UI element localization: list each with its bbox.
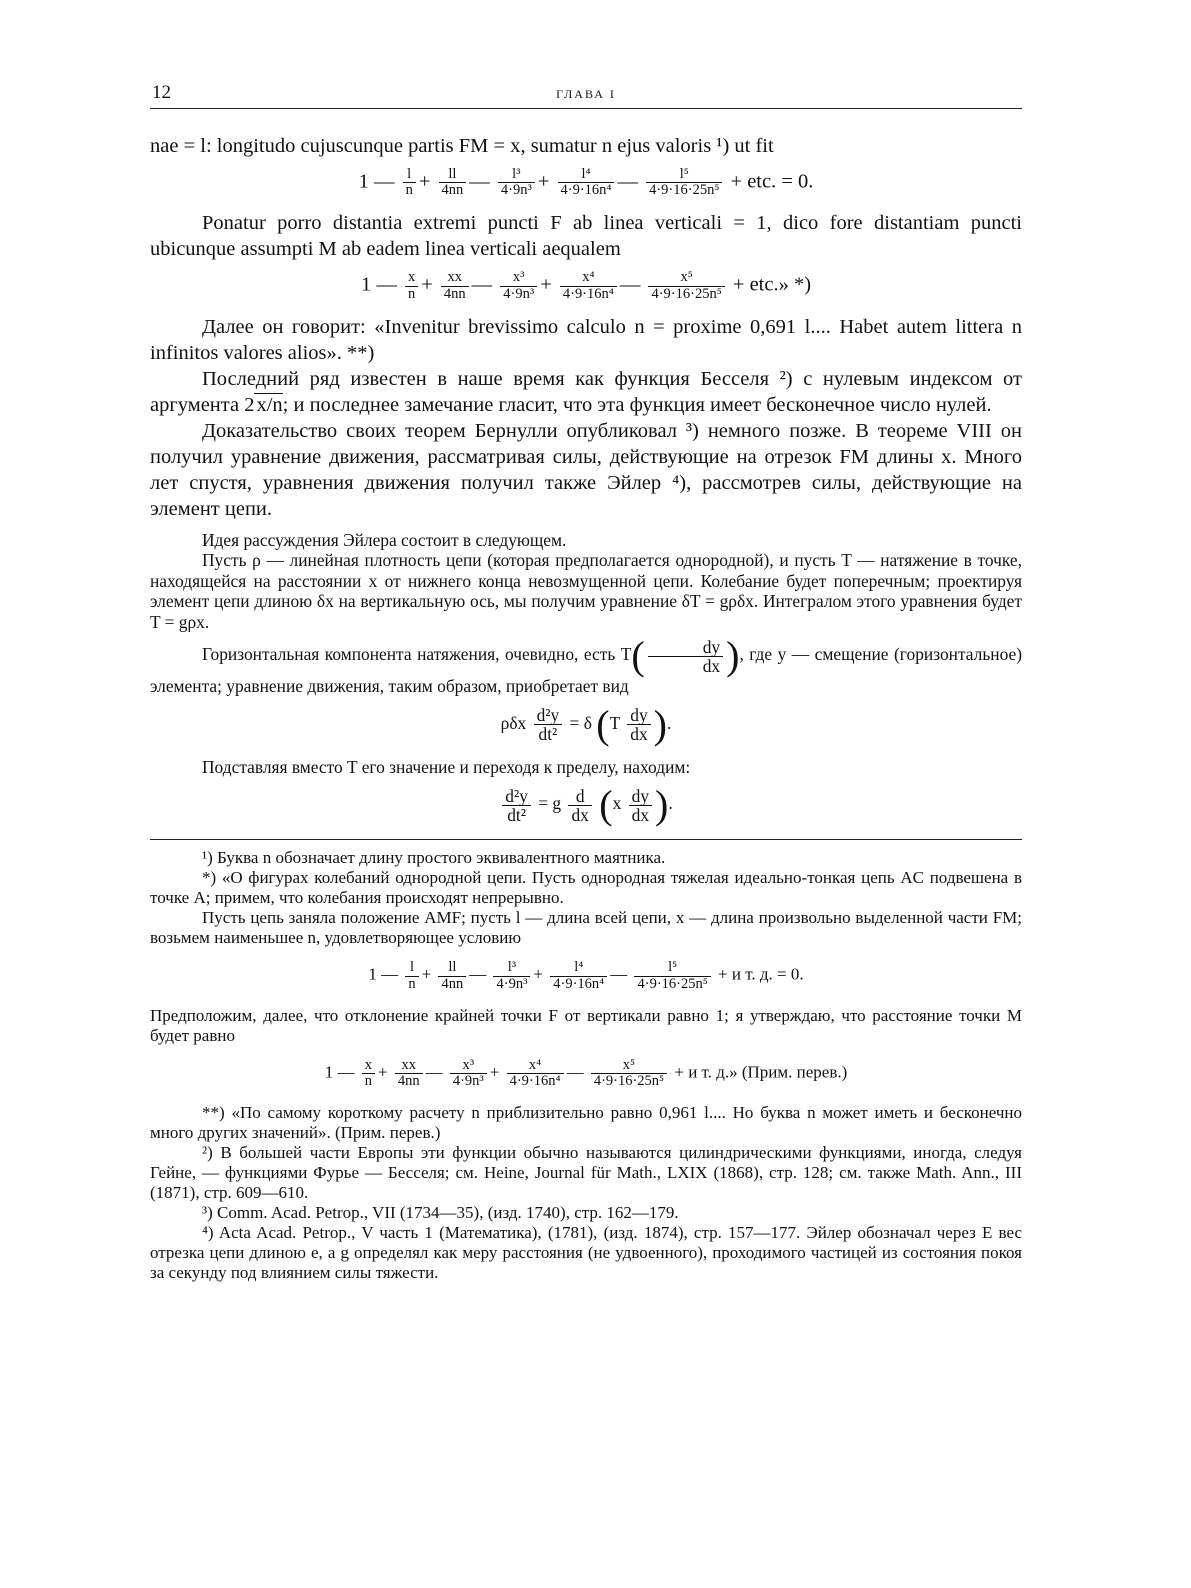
footnote-star: *) «О фигурах колебаний однородной цепи. Пусть однородная тяжелая идеально-тонкая цепь AC подвешена в точке A; примем, что колебания происходят непрерывно.	[150, 868, 1022, 908]
fraction: $\frac{x}{n}$	[405, 270, 418, 301]
fraction: $\frac{x}{n}$	[362, 1058, 375, 1089]
paragraph-euler-idea: Идея рассуждения Эйлера состоит в следующем.	[202, 529, 567, 550]
eq-tail: + etc.» *)	[732, 273, 812, 296]
page	[150, 78, 1022, 1283]
footnote-4: ⁴) Acta Acad. Petrop., V часть 1 (Математика), (1781), (изд. 1874), стр. 157—177. Эйлер обозначал через E вес отрезка цепи длиною e, а g определял как меру расстояния (не удвоенного), проходимого частицей из состояния покоя за секунду под влиянием силы тяжести.	[150, 1223, 1022, 1283]
fraction: $\frac{\text{l³}}{\text{4·9n³}}$	[493, 960, 530, 991]
fraction: $\frac{\text{x³}}{\text{4·9n³}}$	[500, 270, 537, 301]
main-text	[150, 133, 1022, 522]
footnote-1: ¹) Буква n обозначает длину простого эквивалентного маятника.	[202, 848, 666, 868]
fraction: $\frac{l}{n}$	[405, 960, 418, 991]
fraction: $\frac{\text{l³}}{\text{4·9n³}}$	[498, 167, 535, 198]
footnote-3: ³) Comm. Acad. Petrop., VII (1734—35), (изд. 1740), стр. 162—179.	[202, 1203, 679, 1223]
equation-series-x: 1 — $\frac{x}{n}$ + $\frac{xx}{4nn}$ — $\frac{\text{x³}}{\text{4·9n³}}$ + $\frac{\text{x⁴}}{\text{4·9·16n⁴}}$ — $\frac{\text{x⁵}}{\text{4·9·16·25n⁵}}$ + etc.» *)	[360, 269, 812, 302]
fraction: $\frac{dy}{dx}$	[648, 638, 723, 676]
fraction: $\frac{\text{x⁵}}{\text{4·9·16·25n⁵}}$	[648, 270, 724, 301]
eq-lead: 1 —	[358, 170, 395, 193]
fraction: $\frac{\text{x⁴}}{\text{4·9·16n⁴}}$	[507, 1058, 564, 1089]
fraction: $\frac{\text{l⁵}}{\text{4·9·16·25n⁵}}$	[646, 167, 722, 198]
paragraph-bessel: Последний ряд известен в наше время как функция Бесселя ²) с нулевым индексом от аргумента 2x/n; и последнее замечание гласит, что эта функция имеет бесконечное число нулей.	[150, 367, 1022, 416]
equation-motion: ρδx $\frac{\text{d²y}}{\text{dt²}}$ = δ (T $\frac{dy}{dx}$ ).	[500, 701, 672, 747]
fraction: $\frac{d}{dx}$	[568, 787, 591, 825]
fraction: $\frac{\text{l⁴}}{\text{4·9·16n⁴}}$	[558, 167, 615, 198]
footnote-star-cont2: Предположим, далее, что отклонение крайней точки F от вертикали равно 1; я утверждаю, что расстояние точки M будет равно	[150, 1005, 1022, 1045]
fraction: $\frac{\text{x³}}{\text{4·9n³}}$	[450, 1058, 487, 1089]
paragraph-quote: Далее он говорит: «Invenitur brevissimo calculo n = proxime 0,691 l.... Habet autem littera n infinitos valores alios». **)	[150, 315, 1022, 364]
running-title: ГЛАВА I	[556, 87, 616, 101]
paragraph-substitute: Подставляя вместо T его значение и переходя к пределу, находим:	[202, 756, 691, 777]
eq-tail: + etc. = 0.	[730, 170, 814, 193]
paragraph-horizontal: Горизонтальная компонента натяжения, очевидно, есть T( $\frac{dy}{dx}$ ), где y — смещение (горизонтальное) элемента; уравнение движения, таким образом, приобретает вид	[150, 633, 1022, 697]
footnote-separator	[150, 839, 1022, 840]
equation-limit: $\frac{\text{d²y}}{\text{dt²}}$ = g $\frac{d}{dx}$ (x $\frac{dy}{dx}$ ).	[150, 785, 1022, 825]
fraction: $\frac{ll}{4nn}$	[438, 960, 466, 991]
footnote-double-star: **) «По самому короткому расчету n приблизительно равно 0,961 l.... Но буква n может иметь и бесконечно много других значений». (Прим. перев.)	[150, 1103, 1022, 1143]
fraction: $\frac{\text{x⁵}}{\text{4·9·16·25n⁵}}$	[591, 1058, 667, 1089]
footnote-star-cont: Пусть цепь заняла положение AMF; пусть l — длина всей цепи, x — длина произвольно выделенной части FM; возьмем наименьшее n, удовлетворяющее условию	[150, 908, 1022, 948]
fraction: $\frac{\text{x⁴}}{\text{4·9·16n⁴}}$	[560, 270, 617, 301]
paragraph-latin-2: Ponatur porro distantia extremi puncti F ab linea verticali = 1, dico fore distantiam puncti ubicunque assumpti M ab eadem linea verticali aequalem	[150, 212, 1022, 261]
page-header	[150, 78, 1022, 109]
fraction: $\frac{ll}{4nn}$	[439, 167, 467, 198]
fraction: $\frac{dy}{dx}$	[627, 706, 650, 744]
paragraph-latin-1: nae = l: longitudo cujuscunque partis FM = x, sumatur n ejus valoris ¹) ut fit	[150, 135, 774, 157]
equation-footnote-x: 1 — $\frac{x}{n}$ + $\frac{xx}{4nn}$ — $\frac{\text{x³}}{\text{4·9n³}}$ + $\frac{\text{x⁴}}{\text{4·9·16n⁴}}$ — $\frac{\text{x⁵}}{\text{4·9·16·25n⁵}}$ + и т. д.» (Прим. перев.)	[324, 1056, 848, 1090]
fraction: $\frac{xx}{4nn}$	[441, 270, 469, 301]
paragraph-proof: Доказательство своих теорем Бернулли опубликовал ³) немного позже. В теореме VIII он получил уравнение движения, рассматривая силы, действующие на отрезок FM длины x. Много лет спустя, уравнения движения получил также Эйлер ⁴), рассмотрев силы, действующие на элемент цепи.	[150, 419, 1022, 520]
footnotes	[150, 848, 1022, 1283]
fraction: $\frac{\text{l⁴}}{\text{4·9·16n⁴}}$	[550, 960, 607, 991]
footnote-2: ²) В большей части Европы эти функции обычно называются цилиндрическими функциями, иногда, следуя Гейне, — функциями Фурье — Бесселя; см. Heine, Journal für Math., LXIX (1868), стр. 128; см. также Math. Ann., III (1871), стр. 609—610.	[150, 1143, 1022, 1203]
fraction: $\frac{xx}{4nn}$	[395, 1058, 423, 1089]
paragraph-density: Пусть ρ — линейная плотность цепи (которая предполагается однородной), и пусть T — натяжение в точке, находящейся на расстоянии x от нижнего конца невозмущенной цепи. Колебание будет поперечным; проектируя элемент цепи длиною δx на вертикальную ось, мы получим уравнение δT = gρδx. Интегралом этого уравнения будет T = gρx.	[150, 550, 1022, 632]
equation-series-l: 1 — $\frac{l}{n}$ + $\frac{ll}{4nn}$ — $\frac{\text{l³}}{\text{4·9n³}}$ + $\frac{\text{l⁴}}{\text{4·9·16n⁴}}$ — $\frac{\text{l⁵}}{\text{4·9·16·25n⁵}}$ + etc. = 0.	[358, 166, 814, 199]
fraction: $\frac{\text{l⁵}}{\text{4·9·16·25n⁵}}$	[634, 960, 710, 991]
fraction: $\frac{dy}{dx}$	[629, 787, 652, 825]
fraction: $\frac{\text{d²y}}{\text{dt²}}$	[534, 706, 563, 744]
equation-footnote-l: 1 — $\frac{l}{n}$ + $\frac{ll}{4nn}$ — $\frac{\text{l³}}{\text{4·9n³}}$ + $\frac{\text{l⁴}}{\text{4·9·16n⁴}}$ — $\frac{\text{l⁵}}{\text{4·9·16·25n⁵}}$ + и т. д. = 0.	[368, 959, 804, 992]
small-text	[150, 530, 1022, 826]
fraction: $\frac{\text{d²y}}{\text{dt²}}$	[502, 787, 531, 825]
page-number: 12	[152, 82, 171, 103]
sqrt-argument: x/n	[256, 393, 283, 416]
fraction: $\frac{l}{n}$	[403, 167, 416, 198]
eq-lead: 1 —	[360, 273, 397, 296]
